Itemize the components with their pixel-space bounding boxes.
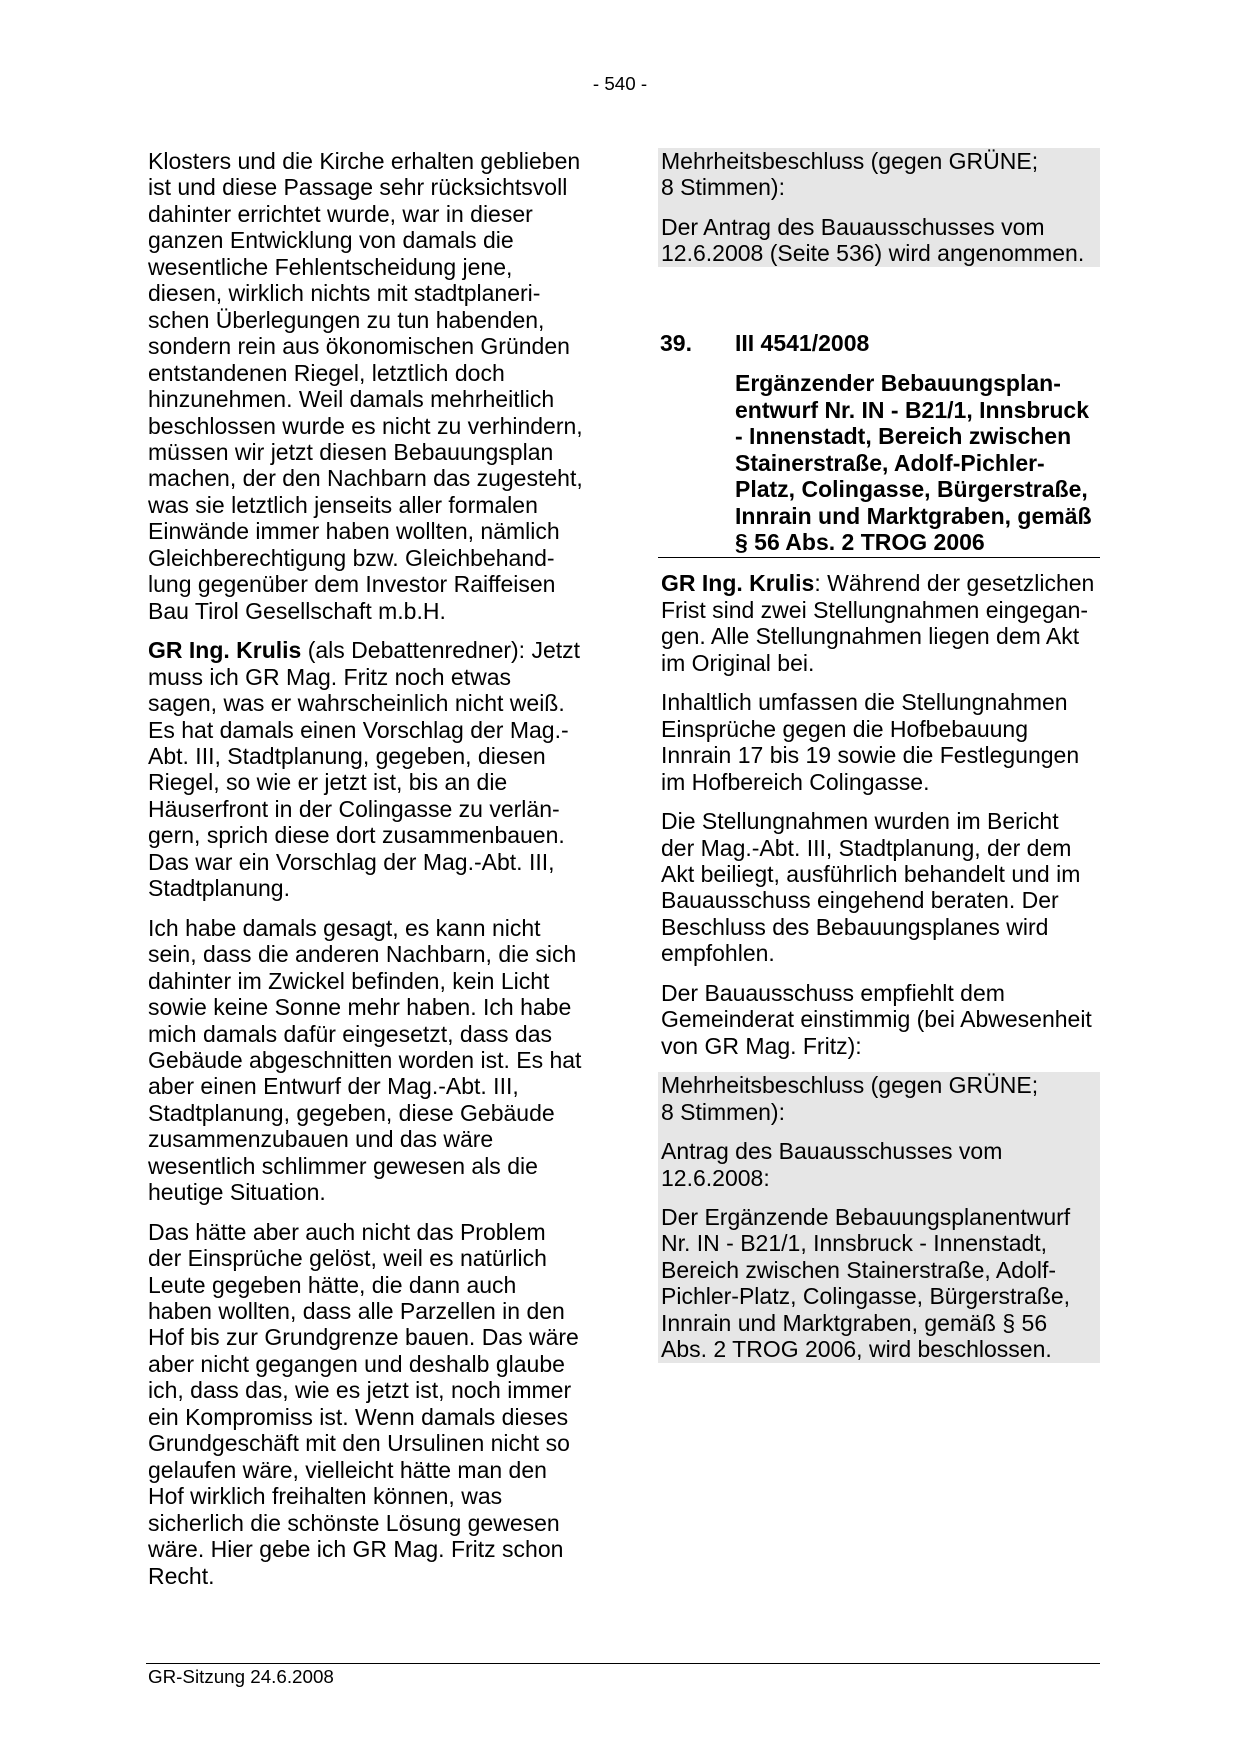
resolution-text: Der Antrag des Bauausschusses vom 12.6.2008 (Seite 536) wird angenommen.: [661, 213, 1085, 267]
speaker-paragraph: [658, 570, 1100, 676]
vote-result: Mehrheitsbeschluss (gegen GRÜNE; 8 Stimmen):: [661, 148, 1039, 201]
speaker-name: GR Ing. Krulis: [148, 637, 302, 664]
paragraph: Ich habe damals gesagt, es kann nicht sein, dass die anderen Nachbarn, die sich dahinter im Zwickel befinden, kein Licht sowie keine Sonne mehr haben. Ich habe mich damals dafür eingesetzt, dass das Gebäude abgeschnitten worden ist. Es hat aber einen Entwurf der Mag.-Abt. III, Stadtplanung, gegeben, diese Gebäude zusammenzubauen und das wäre wesentlich schlimmer gewesen als die heutige Situation.: [148, 914, 582, 1206]
agenda-item-header: [658, 330, 1100, 356]
paragraph: Der Bauausschuss empfiehlt dem Gemeinderat einstimmig (bei Abwesenheit von GR Mag. Fritz):: [661, 979, 1092, 1059]
agenda-item-number: 39.: [660, 329, 692, 356]
vote-result: Mehrheitsbeschluss (gegen GRÜNE; 8 Stimmen):: [661, 1072, 1039, 1125]
paragraph-text: (als Debattenredner): Jetzt muss ich GR Mag. Fritz noch etwas sagen, was er wahrscheinlich nicht weiß. Es hat damals einen Vorschlag der Mag.- Abt. III, Stadtplanung, gegeben, diesen Riegel, so wie er jetzt ist, bis an die Häuserfront in der Colingasse zu verlän- gern, sprich diese dort zusammenbauen. Das war ein Vorschlag der Mag.-Abt. III, Stadtplanung.: [148, 637, 581, 902]
left-column: [148, 148, 593, 1602]
agenda-item: [658, 330, 1100, 559]
page-footer: GR-Sitzung 24.6.2008: [146, 1663, 1100, 1688]
paragraph: Die Stellungnahmen wurden im Bericht der Mag.-Abt. III, Stadtplanung, der dem Akt beiliegt, ausführlich behandelt und im Bauausschuss eingehend beraten. Der Beschluss des Bebauungsplanes wird empfohlen.: [661, 808, 1081, 967]
motion-text: Der Ergänzende Bebauungsplanentwurf Nr. IN - B21/1, Innsbruck - Innenstadt, Bereich zwischen Stainerstraße, Adolf- Pichler-Platz, Colingasse, Bürgerstraße, Innrain und Marktgraben, gemäß § 56 Abs. 2 TROG 2006, wird beschlossen.: [661, 1203, 1071, 1363]
paragraph: Klosters und die Kirche erhalten geblieben ist und diese Passage sehr rücksichtsvoll dahinter errichtet wurde, war in dieser ganzen Entwicklung von damals die wesentliche Fehlentscheidung jene, diesen, wirklich nichts mit stadtplaneri- schen Überlegungen zu tun habenden, sondern rein aus ökonomischen Gründen entstandenen Riegel, letztlich doch hinzunehmen. Weil damals mehrheitlich beschlossen wurde es nicht zu verhindern, müssen wir jetzt diesen Bebauungsplan machen, der den Nachbarn das zugesteht, was sie letztlich jenseits aller formalen Einwände immer haben wollten, nämlich Gleichberechtigung bzw. Gleichbehand- lung gegenüber dem Investor Raiffeisen Bau Tirol Gesellschaft m.b.H.: [148, 148, 583, 624]
speaker-paragraph: [148, 637, 593, 902]
resolution-box: [658, 1072, 1100, 1363]
paragraph-text: : Während der gesetzlichen Frist sind zwei Stellungnahmen eingegan- gen. Alle Stellungnahmen liegen dem Akt im Original bei.: [661, 570, 1095, 676]
page-number: - 540 -: [592, 73, 648, 94]
paragraph: Das hätte aber auch nicht das Problem der Einsprüche gelöst, weil es natürlich Leute gegeben hätte, die dann auch haben wollten, dass alle Parzellen in den Hof bis zur Grundgrenze bauen. Das wäre aber nicht gegangen und deshalb glaube ich, dass das, wie es jetzt ist, noch immer ein Kompromiss ist. Wenn damals dieses Grundgeschäft mit den Ursulinen nicht so gelaufen wäre, vielleicht hätte man den Hof wirklich freihalten können, was sicherlich die schönste Lösung gewesen wäre. Hier gebe ich GR Mag. Fritz schon Recht.: [148, 1218, 579, 1589]
speaker-name: GR Ing. Krulis: [661, 570, 815, 597]
resolution-box: [658, 148, 1100, 267]
agenda-item-title: Ergänzender Bebauungsplan- entwurf Nr. IN - B21/1, Innsbruck - Innenstadt, Bereich zwischen Stainerstraße, Adolf-Pichler- Platz, Colingasse, Bürgerstraße, Innrain und Marktgraben, gemäß § 56 Abs. 2 TROG 2006: [735, 370, 1092, 555]
paragraph: Inhaltlich umfassen die Stellungnahmen Einsprüche gegen die Hofbebauung Innrain 17 bis 19 sowie die Festlegungen im Hofbereich Colingasse.: [661, 689, 1080, 795]
agenda-item-reference: III 4541/2008: [735, 329, 870, 356]
motion-intro: Antrag des Bauausschusses vom 12.6.2008:: [661, 1138, 1003, 1191]
right-column: [658, 148, 1100, 1363]
